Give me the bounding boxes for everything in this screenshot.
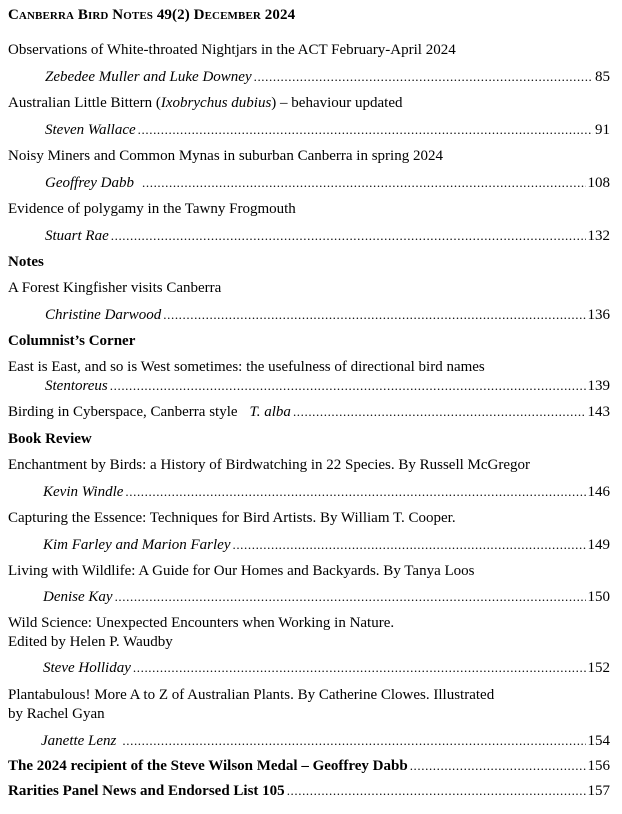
article-author: Kim Farley and Marion Farley bbox=[43, 537, 231, 553]
toc-entry[interactable] bbox=[45, 226, 610, 246]
dot-leader bbox=[115, 587, 586, 607]
article-author: Janette Lenz bbox=[41, 733, 117, 749]
article-title[interactable] bbox=[8, 93, 612, 113]
article-author: Zebedee Muller and Luke Downey bbox=[45, 69, 252, 85]
toc-entry[interactable] bbox=[45, 305, 610, 325]
toc-entry[interactable] bbox=[43, 482, 610, 502]
article-title-continued[interactable]: Edited by Helen P. Waudby bbox=[8, 634, 173, 650]
dot-leader bbox=[142, 173, 585, 193]
dot-leader bbox=[287, 781, 586, 801]
toc-entry[interactable] bbox=[45, 376, 610, 396]
page-number: 157 bbox=[587, 783, 610, 799]
dot-leader bbox=[110, 376, 586, 396]
toc-entry[interactable] bbox=[45, 67, 610, 87]
article-author: T. alba bbox=[249, 404, 291, 420]
dot-leader bbox=[122, 731, 585, 751]
species-name: Ixobrychus dubius bbox=[160, 95, 272, 111]
toc-entry[interactable] bbox=[45, 173, 610, 193]
page-number: 146 bbox=[587, 484, 610, 500]
article-author: Denise Kay bbox=[43, 589, 113, 605]
toc-entry[interactable] bbox=[41, 731, 610, 751]
article-author: Christine Darwood bbox=[45, 307, 162, 323]
page-number: 132 bbox=[587, 228, 610, 244]
article-author: Stentoreus bbox=[45, 378, 108, 394]
title-text: ) – behaviour updated bbox=[271, 95, 403, 111]
article-title[interactable]: Observations of White-throated Nightjars in the ACT February-April 2024 bbox=[8, 42, 456, 58]
article-title[interactable]: Evidence of polygamy in the Tawny Frogmouth bbox=[8, 201, 296, 217]
toc-entry[interactable] bbox=[45, 120, 610, 140]
page-heading: Canberra Bird Notes 49(2) December 2024 bbox=[8, 7, 296, 23]
toc-entry[interactable] bbox=[43, 587, 610, 607]
toc-entry-medal[interactable] bbox=[8, 756, 610, 776]
article-title[interactable]: A Forest Kingfisher visits Canberra bbox=[8, 280, 222, 296]
article-title[interactable]: Living with Wildlife: A Guide for Our Homes and Backyards. By Tanya Loos bbox=[8, 563, 475, 579]
dot-leader bbox=[254, 67, 593, 87]
page-number: 136 bbox=[587, 307, 610, 323]
title-text: Australian Little Bittern ( bbox=[8, 95, 161, 111]
section-heading-notes: Notes bbox=[8, 254, 44, 270]
toc-entry[interactable] bbox=[43, 658, 610, 678]
page-number: 108 bbox=[587, 175, 610, 191]
toc-entry[interactable] bbox=[43, 535, 610, 555]
article-title-continued[interactable]: by Rachel Gyan bbox=[8, 706, 105, 722]
article-author: Stuart Rae bbox=[45, 228, 109, 244]
page-number: 85 bbox=[595, 69, 610, 85]
dot-leader bbox=[410, 756, 586, 776]
article-author: Geoffrey Dabb bbox=[45, 175, 135, 191]
article-title: The 2024 recipient of the Steve Wilson Medal – Geoffrey Dabb bbox=[8, 758, 408, 774]
page-number: 150 bbox=[587, 589, 610, 605]
article-title[interactable]: Plantabulous! More A to Z of Australian Plants. By Catherine Clowes. Illustrated bbox=[8, 687, 495, 703]
toc-entry[interactable] bbox=[8, 402, 610, 422]
article-title: Rarities Panel News and Endorsed List 105 bbox=[8, 783, 285, 799]
article-title[interactable]: Enchantment by Birds: a History of Birdwatching in 22 Species. By Russell McGregor bbox=[8, 457, 531, 473]
section-heading-book-review: Book Review bbox=[8, 431, 92, 447]
page-number: 143 bbox=[587, 404, 610, 420]
page-number: 149 bbox=[587, 537, 610, 553]
article-title[interactable]: East is East, and so is West sometimes: the usefulness of directional bird names bbox=[8, 359, 485, 375]
dot-leader bbox=[232, 535, 585, 555]
article-author: Steve Holliday bbox=[43, 660, 131, 676]
article-author: Kevin Windle bbox=[43, 484, 124, 500]
article-author: Steven Wallace bbox=[45, 122, 136, 138]
toc-entry-rarities[interactable] bbox=[8, 781, 610, 801]
article-title: Birding in Cyberspace, Canberra style bbox=[8, 404, 238, 420]
article-title[interactable]: Wild Science: Unexpected Encounters when Working in Nature. bbox=[8, 615, 395, 631]
dot-leader bbox=[138, 120, 593, 140]
article-title[interactable]: Noisy Miners and Common Mynas in suburban Canberra in spring 2024 bbox=[8, 148, 443, 164]
page-number: 152 bbox=[587, 660, 610, 676]
dot-leader bbox=[163, 305, 585, 325]
page-number: 139 bbox=[587, 378, 610, 394]
page-number: 156 bbox=[587, 758, 610, 774]
page-number: 154 bbox=[587, 733, 610, 749]
dot-leader bbox=[125, 482, 585, 502]
section-heading-columnists: Columnist’s Corner bbox=[8, 333, 136, 349]
dot-leader bbox=[293, 402, 586, 422]
page-number: 91 bbox=[595, 122, 610, 138]
dot-leader bbox=[111, 226, 586, 246]
dot-leader bbox=[133, 658, 586, 678]
article-title[interactable]: Capturing the Essence: Techniques for Bird Artists. By William T. Cooper. bbox=[8, 510, 456, 526]
